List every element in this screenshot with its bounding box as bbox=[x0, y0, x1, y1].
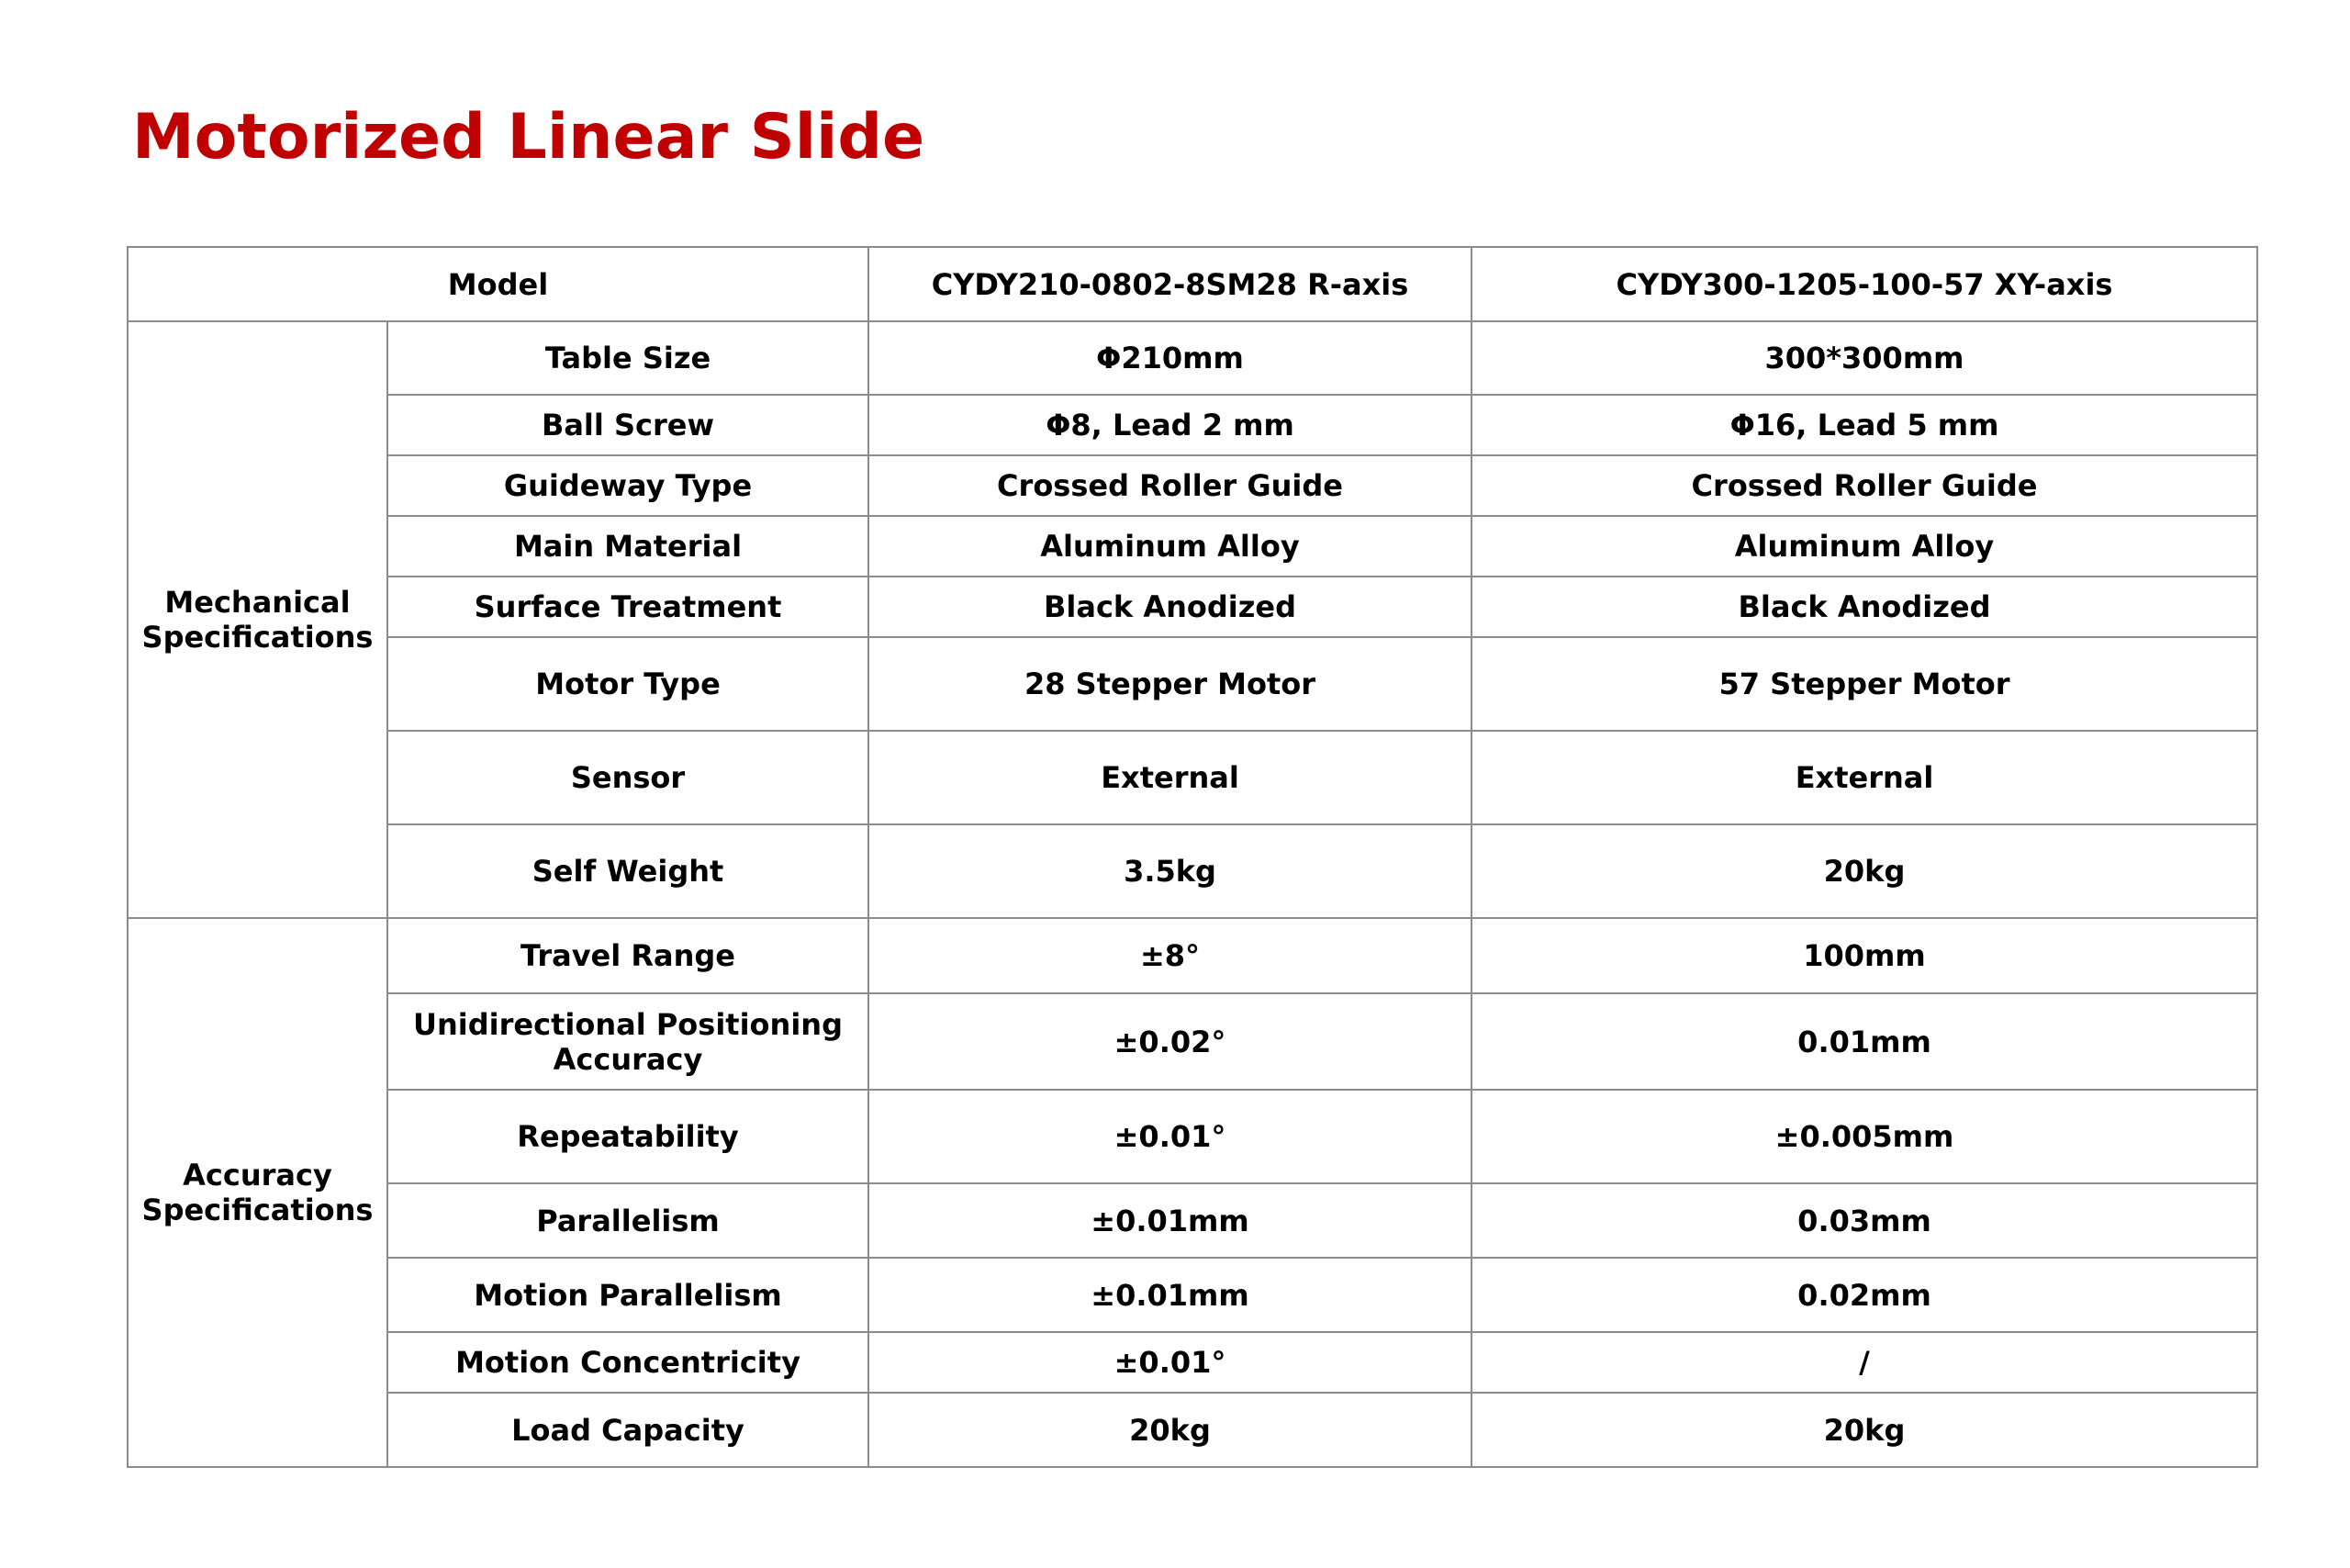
table-row bbox=[128, 455, 2257, 516]
page-title: Motorized Linear Slide bbox=[132, 101, 925, 174]
param-cell: Parallelism bbox=[387, 1183, 868, 1258]
table-row bbox=[128, 1090, 2257, 1183]
value-cell-model-1: ±0.01° bbox=[868, 1332, 1472, 1393]
header-row bbox=[128, 247, 2257, 321]
param-label-line: Accuracy bbox=[553, 1041, 703, 1077]
param-cell: Motor Type bbox=[387, 637, 868, 731]
table-row bbox=[128, 918, 2257, 993]
model-header-cell: Model bbox=[128, 247, 868, 321]
group-label-line: Mechanical bbox=[164, 585, 351, 620]
value-cell-model-1: ±0.01mm bbox=[868, 1258, 1472, 1332]
table-row bbox=[128, 1393, 2257, 1467]
table-row bbox=[128, 321, 2257, 395]
value-cell-model-1: 28 Stepper Motor bbox=[868, 637, 1472, 731]
model-1-header-cell: CYDY210-0802-8SM28 R-axis bbox=[868, 247, 1472, 321]
value-cell-model-2: 57 Stepper Motor bbox=[1472, 637, 2257, 731]
param-cell: Motion Concentricity bbox=[387, 1332, 868, 1393]
value-cell-model-1: Crossed Roller Guide bbox=[868, 455, 1472, 516]
value-cell-model-1: 20kg bbox=[868, 1393, 1472, 1467]
param-cell: Motion Parallelism bbox=[387, 1258, 868, 1332]
value-cell-model-1: ±0.02° bbox=[868, 993, 1472, 1090]
group-label-accuracy bbox=[128, 918, 387, 1467]
param-label-line: Unidirectional Positioning bbox=[413, 1006, 843, 1042]
table-row bbox=[128, 395, 2257, 455]
value-cell-model-2: Crossed Roller Guide bbox=[1472, 455, 2257, 516]
param-cell: Repeatability bbox=[387, 1090, 868, 1183]
value-cell-model-2: Black Anodized bbox=[1472, 577, 2257, 637]
value-cell-model-1: External bbox=[868, 731, 1472, 824]
value-cell-model-1: ±8° bbox=[868, 918, 1472, 993]
value-cell-model-1: Aluminum Alloy bbox=[868, 516, 1472, 577]
param-cell: Surface Treatment bbox=[387, 577, 868, 637]
value-cell-model-2: Aluminum Alloy bbox=[1472, 516, 2257, 577]
value-cell-model-2: Φ16, Lead 5 mm bbox=[1472, 395, 2257, 455]
param-cell: Table Size bbox=[387, 321, 868, 395]
table-row bbox=[128, 516, 2257, 577]
table-row bbox=[128, 824, 2257, 918]
group-label-mechanical bbox=[128, 321, 387, 918]
table-row bbox=[128, 1183, 2257, 1258]
value-cell-model-1: Φ210mm bbox=[868, 321, 1472, 395]
value-cell-model-2: 20kg bbox=[1472, 824, 2257, 918]
param-cell: Main Material bbox=[387, 516, 868, 577]
value-cell-model-2: / bbox=[1472, 1332, 2257, 1393]
param-cell: Travel Range bbox=[387, 918, 868, 993]
value-cell-model-1: ±0.01mm bbox=[868, 1183, 1472, 1258]
value-cell-model-1: Black Anodized bbox=[868, 577, 1472, 637]
param-cell: Guideway Type bbox=[387, 455, 868, 516]
value-cell-model-2: 300*300mm bbox=[1472, 321, 2257, 395]
value-cell-model-1: ±0.01° bbox=[868, 1090, 1472, 1183]
group-label-line: Specifications bbox=[141, 620, 374, 655]
table-row bbox=[128, 1332, 2257, 1393]
value-cell-model-2: 20kg bbox=[1472, 1393, 2257, 1467]
table-row bbox=[128, 637, 2257, 731]
value-cell-model-2: External bbox=[1472, 731, 2257, 824]
model-2-header-cell: CYDY300-1205-100-57 XY-axis bbox=[1472, 247, 2257, 321]
param-cell: Load Capacity bbox=[387, 1393, 868, 1467]
value-cell-model-2: 100mm bbox=[1472, 918, 2257, 993]
table-row bbox=[128, 731, 2257, 824]
value-cell-model-2: 0.01mm bbox=[1472, 993, 2257, 1090]
table-row bbox=[128, 577, 2257, 637]
param-cell: Sensor bbox=[387, 731, 868, 824]
value-cell-model-2: ±0.005mm bbox=[1472, 1090, 2257, 1183]
param-cell: Ball Screw bbox=[387, 395, 868, 455]
param-cell: Self Weight bbox=[387, 824, 868, 918]
table-row bbox=[128, 1258, 2257, 1332]
value-cell-model-1: 3.5kg bbox=[868, 824, 1472, 918]
value-cell-model-2: 0.02mm bbox=[1472, 1258, 2257, 1332]
param-cell bbox=[387, 993, 868, 1090]
value-cell-model-1: Φ8, Lead 2 mm bbox=[868, 395, 1472, 455]
table-row bbox=[128, 993, 2257, 1090]
value-cell-model-2: 0.03mm bbox=[1472, 1183, 2257, 1258]
group-label-line: Specifications bbox=[141, 1193, 374, 1227]
group-label-line: Accuracy bbox=[183, 1158, 332, 1193]
spec-table bbox=[127, 246, 2258, 1468]
